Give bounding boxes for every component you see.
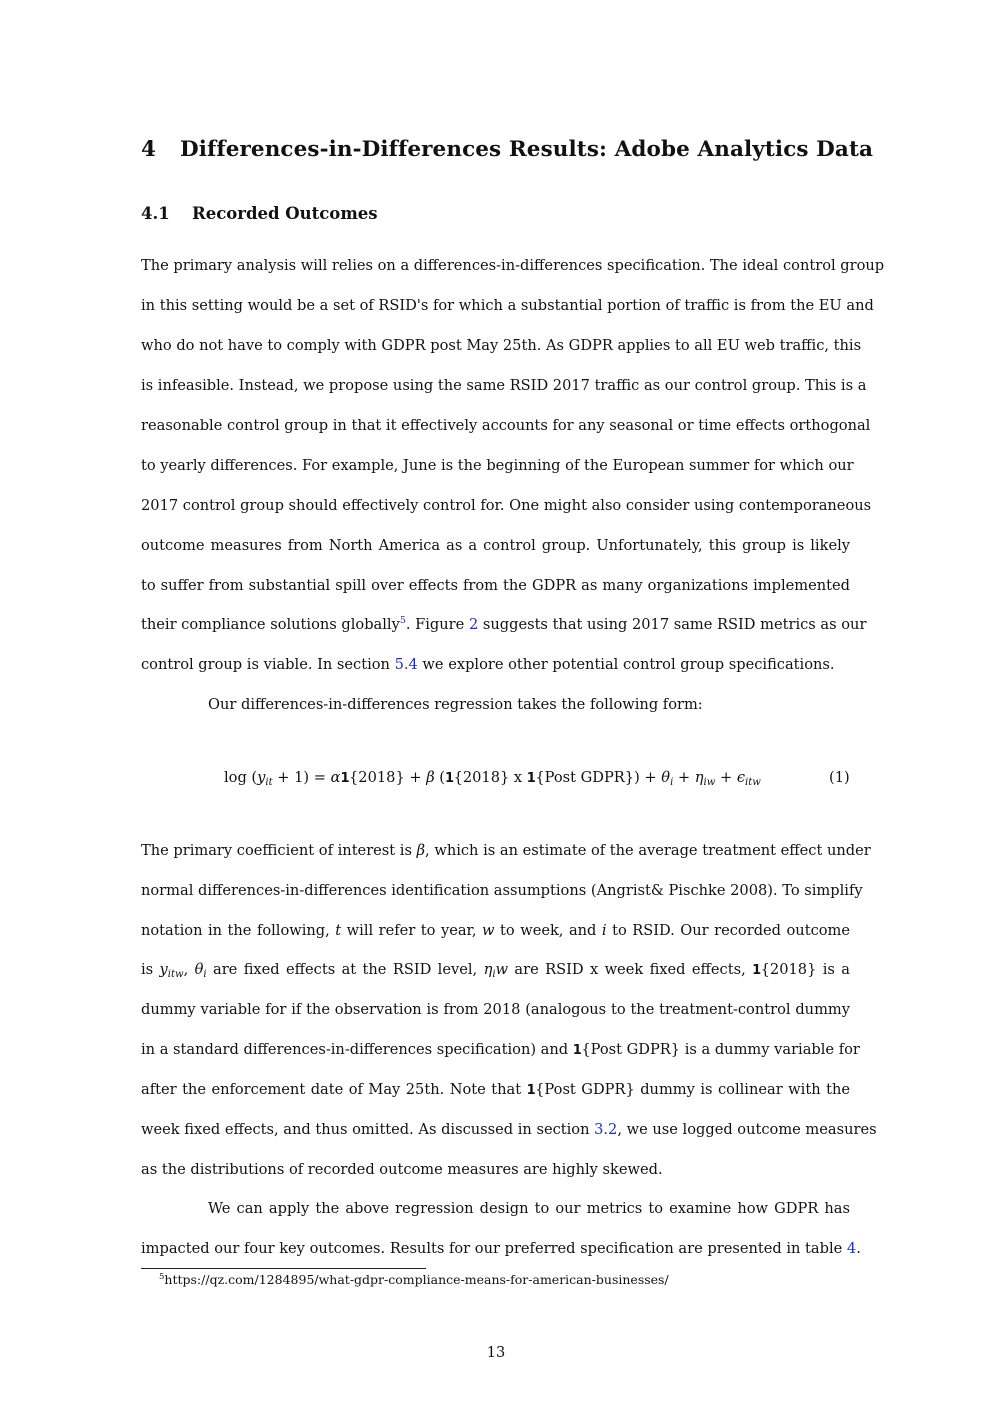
footnote-url: https://qz.com/1284895/what-gdpr-compliance-means-for-american-businesses/ — [164, 1272, 669, 1287]
text-line: who do not have to comply with GDPR post May 25th. As GDPR applies to all EU web traffic, this — [141, 337, 862, 354]
paragraph-2: Our differences-in-differences regression takes the following form: — [208, 696, 703, 713]
text-line: The primary coefficient of interest is β, which is an estimate of the average treatment effect under — [141, 842, 871, 859]
text-line: after the enforcement date of May 25th. Note that 1{Post GDPR} dummy is collinear with the — [141, 1081, 850, 1098]
text-line: is $y_{itw}$, $\theta_i$ are fixed effects at the RSID level, $\eta_iw$ are RSID x week fixed effects, 1{2018} is a — [141, 961, 850, 980]
equation-number: (1) — [829, 769, 850, 786]
text-line: is infeasible. Instead, we propose using the same RSID 2017 traffic as our control group. This is a — [141, 377, 867, 394]
text-line: dummy variable for if the observation is from 2018 (analogous to the treatment-control dummy — [141, 1001, 850, 1018]
figure-link[interactable]: 2 — [468, 616, 479, 633]
text-line: in a standard differences-in-differences specification) and 1{Post GDPR} is a dummy variable for — [141, 1041, 860, 1058]
text-line: reasonable control group in that it effectively accounts for any seasonal or time effects orthogonal — [141, 417, 871, 434]
footnote — [159, 1271, 669, 1289]
text-line: notation in the following, t will refer to year, w to week, and i to RSID. Our recorded outcome — [141, 922, 851, 939]
regression-equation: $\log (y_{it} + 1) = \alpha 1\{2018\} + \beta$ (1{2018} x 1{Post GDPR}) + $\theta_i + \eta_{iw} + \epsilon_{itw}$ — [224, 769, 761, 788]
text-line: to yearly differences. For example, June is the beginning of the European summer for which our — [141, 457, 854, 474]
table-link[interactable]: 4 — [846, 1240, 857, 1257]
text-line: The primary analysis will relies on a differences-in-differences specification. The ideal control group — [141, 257, 885, 274]
text-line: week fixed effects, and thus omitted. As discussed in section 3.2, we use logged outcome measures — [141, 1121, 877, 1138]
section-link[interactable]: 3.2 — [594, 1121, 618, 1138]
page-number: 13 — [486, 1344, 506, 1361]
text-line: to suffer from substantial spill over effects from the GDPR as many organizations implemented — [141, 577, 850, 594]
text-line: in this setting would be a set of RSID's for which a substantial portion of traffic is from the EU and — [141, 297, 874, 314]
footnote-rule — [141, 1268, 426, 1269]
footnote-link[interactable]: 5 — [399, 615, 406, 626]
text-line: We can apply the above regression design to our metrics to examine how GDPR has — [208, 1200, 850, 1217]
subsection-title: Recorded Outcomes — [192, 204, 378, 223]
text-line: outcome measures from North America as a control group. Unfortunately, this group is likely — [141, 537, 850, 554]
section-number: 4 — [141, 137, 157, 162]
subsection-heading — [141, 204, 378, 223]
section-link[interactable]: 5.4 — [394, 656, 418, 673]
footnote-mark: 5 — [159, 1272, 165, 1282]
section-title: Differences-in-Differences Results: Adobe Analytics Data — [180, 137, 874, 162]
text-line: as the distributions of recorded outcome measures are highly skewed. — [141, 1161, 663, 1178]
text-line: normal differences-in-differences identification assumptions (Angrist& Pischke 2008). To simplify — [141, 882, 863, 899]
subsection-number: 4.1 — [141, 204, 170, 223]
text-line: control group is viable. In section 5.4 we explore other potential control group specifications. — [141, 656, 835, 673]
text-line: their compliance solutions globally$^5$. Figure 2 suggests that using 2017 same RSID metrics as our — [141, 615, 867, 633]
section-heading — [141, 137, 873, 162]
text-line: impacted our four key outcomes. Results for our preferred specification are presented in table 4. — [141, 1240, 861, 1257]
text-line: 2017 control group should effectively control for. One might also consider using contemporaneous — [141, 497, 872, 514]
